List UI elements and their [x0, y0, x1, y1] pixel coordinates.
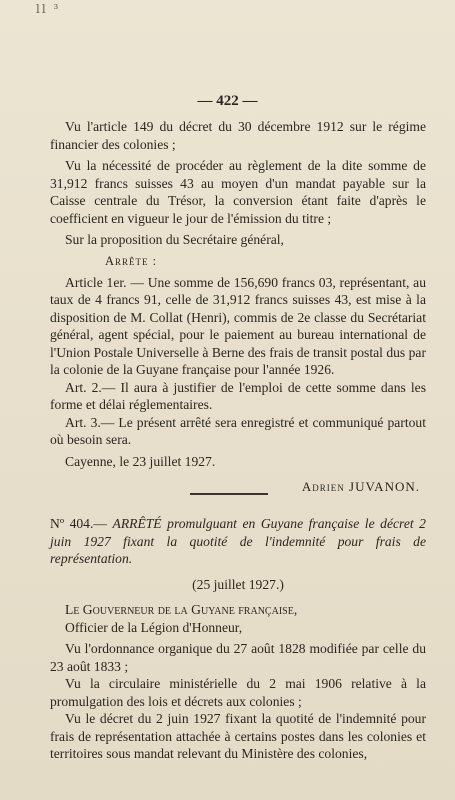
vu-circulaire: Vu la circulaire ministérielle du 2 mai 1906 relative à la promulgation des lois et décrets aux colonies ;	[50, 676, 426, 709]
article-1: Article 1er. — Une somme de 156,690 francs 03, représentant, au taux de 4 francs 91, celle de 31,912 francs suisses 43, est mise à la disposition de M. Collat (Henri), commis de 2e classe du Secrétariat général, agent spécial, pour le paiement au bureau international de l'Union Postale Universelle à Berne des frais de transit postal dus par la colonie de la Guyane française pour l'année 1926.	[50, 274, 426, 377]
vu-decret: Vu le décret du 2 juin 1927 fixant la quotité de l'indemnité pour frais de représentation attachée à certains postes dans les colonies et territoires sous mandat relevant du Ministère des colonies,	[50, 711, 426, 761]
vu-ordonnance: Vu l'ordonnance organique du 27 août 1828 modifiée par celle du 23 août 1833 ;	[50, 641, 426, 674]
decree-title-text: ARRÊTÉ promulguant en Guyane française le décret 2 juin 1927 fixant la quotité de l'indemnité pour frais de représentation.	[50, 516, 426, 566]
article-2: Art. 2.— Il aura à justifier de l'emploi de cette somme dans les forme et délai réglementaires.	[50, 379, 426, 412]
decree-number: Nº 404.—	[50, 516, 107, 531]
decree-continuation	[50, 118, 426, 496]
decree-date: (25 juillet 1927.)	[192, 576, 284, 592]
decree-404	[50, 515, 426, 763]
decree-title	[50, 515, 426, 568]
page-number: — 422 —	[197, 93, 258, 109]
paragraph-proposition: Sur la proposition du Secrétaire général,	[65, 232, 284, 247]
paragraph-necessite: Vu la nécessité de procéder au règlement de la dite somme de 31,912 francs suisses 43 au moyen d'un mandat payable sur la Caisse centrale du Trésor, la conversion étant faite d'après le coefficient en vigueur le jour de l'émission du titre ;	[50, 158, 426, 226]
corner-mark: ll ³	[36, 2, 61, 16]
paragraph-article-149: Vu l'article 149 du décret du 30 décembre 1912 sur le régime financier des colonies ;	[50, 119, 426, 152]
place-date: Cayenne, le 23 juillet 1927.	[65, 453, 216, 469]
governor-line-1: Le Gouverneur de la Guyane française,	[65, 602, 298, 617]
governor-line-2: Officier de la Légion d'Honneur,	[65, 619, 243, 635]
signature: Adrien JUVANON.	[301, 479, 420, 494]
section-divider	[190, 493, 268, 495]
arrete-label: Arrête :	[105, 253, 158, 268]
article-3: Art. 3.— Le présent arrêté sera enregistré et communiqué partout où besoin sera.	[50, 414, 426, 447]
